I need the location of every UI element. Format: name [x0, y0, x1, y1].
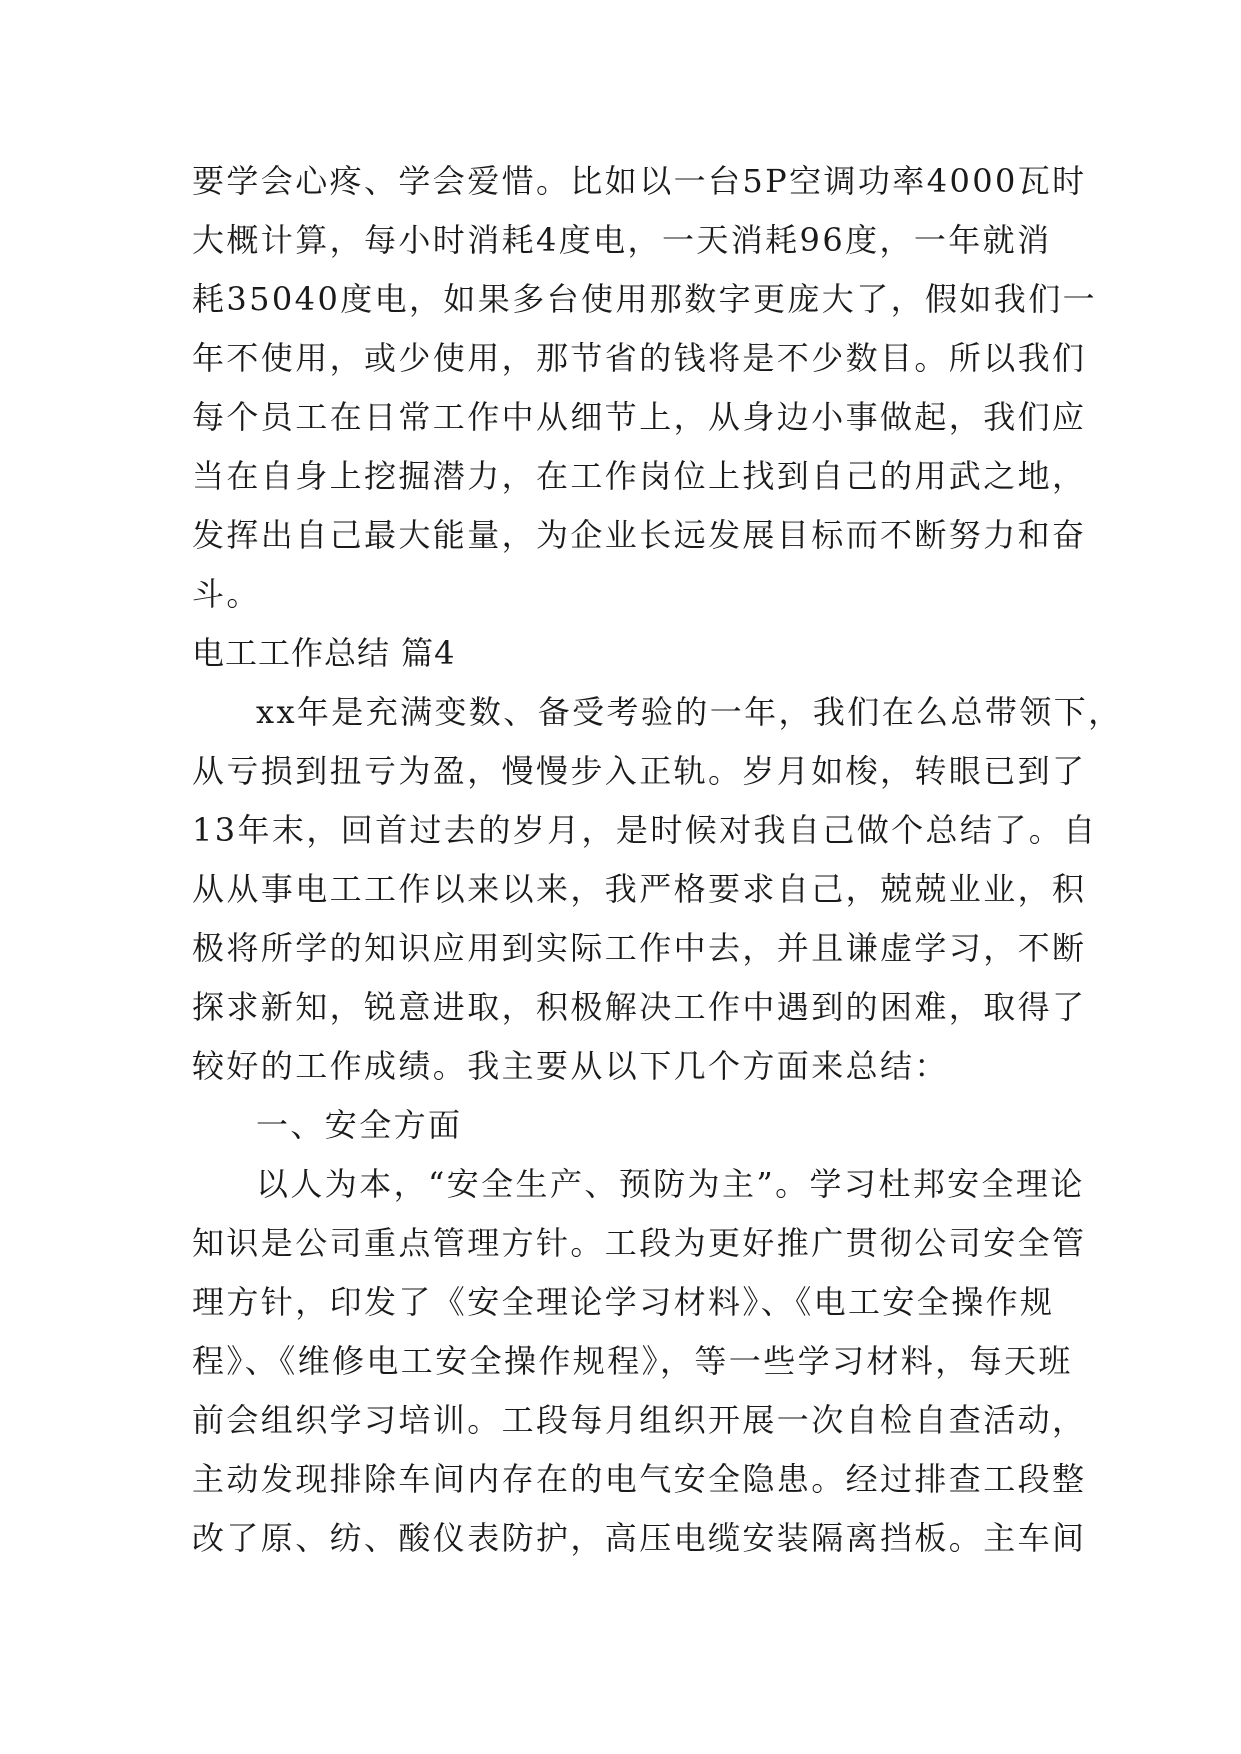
text-line: 主动发现排除车间内存在的电气安全隐患。经过排查工段整: [192, 1460, 1087, 1498]
text-line: 每个员工在日常工作中从细节上，从身边小事做起，我们应: [192, 398, 1087, 436]
text-line: 极将所学的知识应用到实际工作中去，并且谦虚学习，不断: [192, 929, 1087, 967]
text-line: 当在自身上挖掘潜力，在工作岗位上找到自己的用武之地，: [192, 457, 1087, 495]
text-line: 探求新知，锐意进取，积极解决工作中遇到的困难，取得了: [192, 988, 1087, 1026]
text-line: 以人为本，“安全生产、预防为主”。学习杜邦安全理论: [256, 1165, 1085, 1203]
text-line: 耗35040度电，如果多台使用那数字更庞大了，假如我们一: [192, 280, 1097, 318]
text-line: 要学会心疼、学会爱惜。比如以一台5P空调功率4000瓦时: [192, 162, 1087, 200]
text-line: 改了原、纺、酸仪表防护，高压电缆安装隔离挡板。主车间: [192, 1519, 1087, 1557]
text-line: 斗。: [192, 575, 261, 613]
text-line: 程》、《维修电工安全操作规程》，等一些学习材料，每天班: [192, 1342, 1073, 1380]
text-line: 大概计算，每小时消耗4度电，一天消耗96度，一年就消: [192, 221, 1052, 259]
text-line: xx年是充满变数、备受考验的一年，我们在么总带领下，: [256, 693, 1123, 731]
text-line: 从亏损到扭亏为盈，慢慢步入正轨。岁月如梭，转眼已到了: [192, 752, 1087, 790]
text-line: 知识是公司重点管理方针。工段为更好推广贯彻公司安全管: [192, 1224, 1087, 1262]
text-line: 发挥出自己最大能量，为企业长远发展目标而不断努力和奋: [192, 516, 1087, 554]
text-line: 理方针，印发了《安全理论学习材料》、《电工安全操作规: [192, 1283, 1055, 1321]
document-page: [192, 152, 1123, 1568]
text-line: 从从事电工工作以来以来，我严格要求自己，兢兢业业，积: [192, 870, 1087, 908]
text-line: 前会组织学习培训。工段每月组织开展一次自检自查活动，: [192, 1401, 1087, 1439]
paragraph-year-summary: [192, 683, 1123, 1096]
text-line: 年不使用，或少使用，那节省的钱将是不少数目。所以我们: [192, 339, 1087, 377]
paragraph-energy-saving: [192, 152, 1097, 624]
text-line: 13年末，回首过去的岁月，是时候对我自己做个总结了。自: [192, 811, 1098, 849]
paragraph-safety: [192, 1155, 1087, 1568]
subheading-safety: 一、安全方面: [256, 1106, 463, 1144]
section-title: 电工工作总结 篇4: [192, 634, 456, 672]
text-line: 较好的工作成绩。我主要从以下几个方面来总结：: [192, 1047, 949, 1085]
